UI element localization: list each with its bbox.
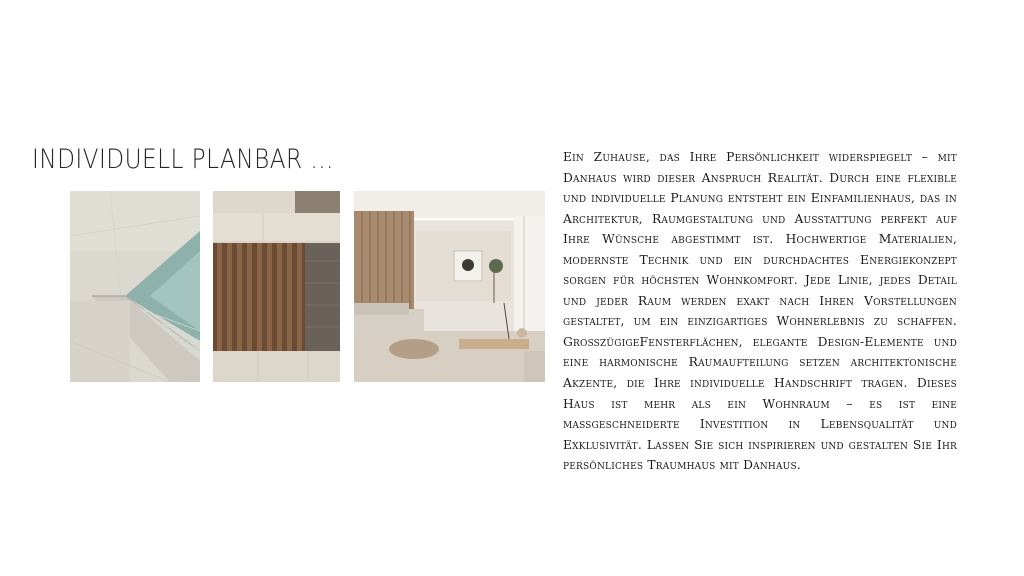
pool-steps-photo bbox=[70, 191, 200, 382]
wood-slat-facade-photo bbox=[213, 191, 340, 382]
living-room-interior-photo bbox=[354, 191, 545, 382]
page-title: INDIVIDUELL PLANBAR ... bbox=[32, 144, 334, 175]
description-paragraph: Ein Zuhause, das Ihre Persönlichkeit widerspiegelt – mit Danhaus wird dieser Anspruch Realität. Durch eine flexible und individuelle Planung entsteht ein Einfamilienhaus, das in Architektur, Raumgestaltung und Ausstattung perfekt auf Ihre Wünsche abgestimmt ist. Hochwertige Materialien, modernste Technik und ein durchdachtes Energiekonzept sorgen für höchsten Wohnkomfort. Jede Linie, jedes Detail und jeder Raum werden exakt nach Ihren Vorstellungen gestaltet, um ein einzigartiges Wohnerlebnis zu schaffen. GroßzügigeFensterflächen, elegante Design-Elemente und eine harmonische Raumaufteilung setzen architektonische Akzente, die Ihre individuelle Handschrift tragen. Dieses Haus ist mehr als ein Wohnraum – es ist eine maßgeschneiderte Investition in Lebensqualität und Exklusivität. Lassen Sie sich inspirieren und gestalten Sie Ihr persönliches Traumhaus mit Danhaus. bbox=[563, 150, 957, 473]
